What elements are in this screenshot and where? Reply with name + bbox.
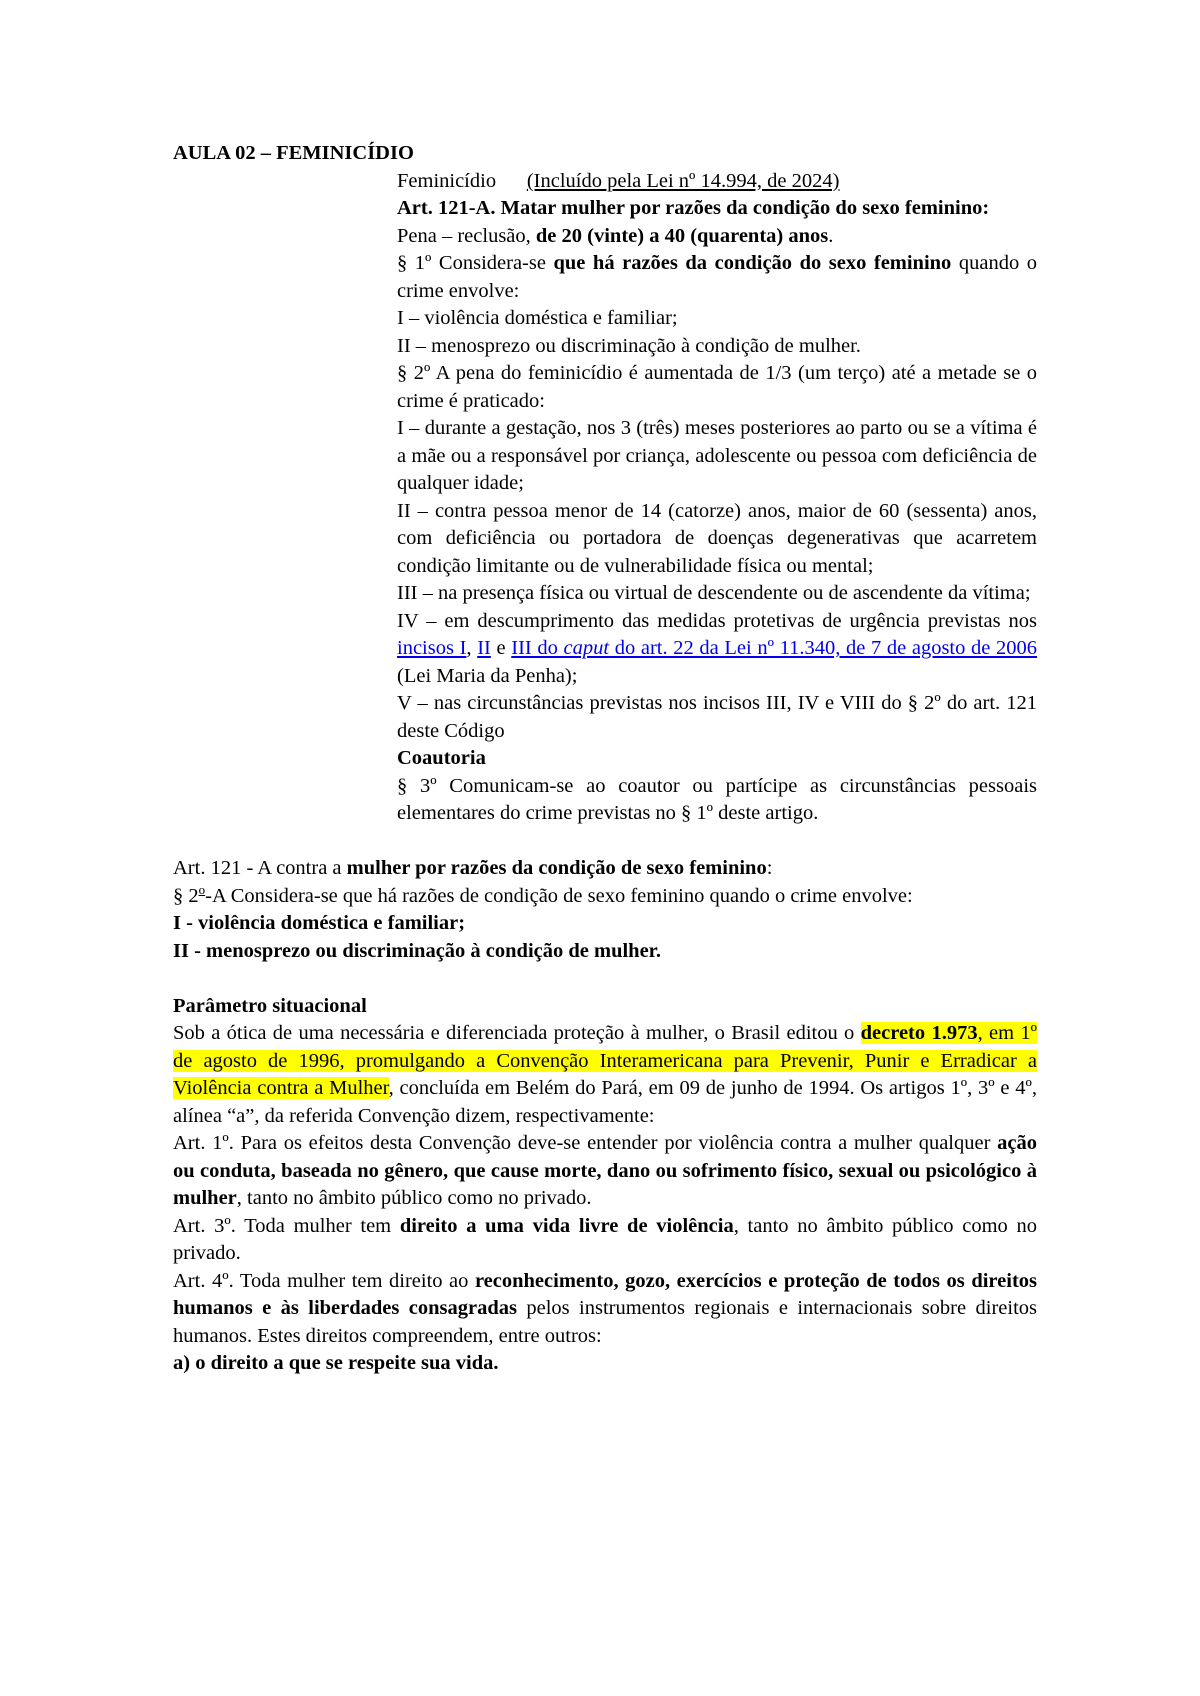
art3-text-c: , tanto no âmbito público como no privado. (173, 1214, 1037, 1264)
article-heading: Art. 121-A. Matar mulher por razões da condição do sexo feminino: (397, 197, 990, 219)
spacer (173, 828, 1037, 856)
parametro-block (173, 993, 1037, 1378)
parametro-paragraph (173, 1020, 1037, 1130)
old-item-i: I - violência doméstica e familiar; (173, 912, 466, 934)
paragraph-1-text-c: quando o crime envolve: (397, 252, 1037, 302)
old-paragraph-2 (173, 883, 1037, 911)
penalty-line (397, 223, 1037, 251)
old-item-ii: II - menosprezo ou discriminação à condição de mulher. (173, 939, 662, 962)
item-iv-end: (Lei Maria da Penha); (397, 664, 578, 687)
art4-text-a: Art. 4º. Toda mulher tem direito ao (173, 1269, 475, 1292)
penalty-range: de 20 (vinte) a 40 (quarenta) anos (535, 224, 829, 247)
convention-art-4-alinea-a: a) o direito a que se respeite sua vida. (173, 1352, 499, 1374)
paragraph-1 (397, 250, 1037, 305)
paragraph-2-item-iii: III – na presença física ou virtual de descendente ou de ascendente da vítima; (397, 582, 1031, 604)
art4-bold: reconhecimento, gozo, exercícios e proteção de todos os direitos humanos e às liberdades consagradas (173, 1269, 1037, 1319)
law-text-block (397, 168, 1037, 828)
paragraph-2-item-v: V – nas circunstâncias previstas nos incisos III, IV e VIII do § 2º do art. 121 deste Código (397, 692, 1037, 742)
art1-text-c: , tanto no âmbito público como no privado. (236, 1187, 592, 1209)
old-article-colon: : (766, 857, 773, 879)
old-text-block (173, 855, 1037, 965)
link-inciso-ii[interactable]: II (477, 637, 491, 659)
paragraph-1-item-ii: II – menosprezo ou discriminação à condição de mulher. (397, 334, 861, 357)
art4-text-c: pelos instrumentos regionais e internacionais sobre direitos humanos. Estes direitos compreendem, entre outros: (173, 1297, 1037, 1347)
convention-art-1 (173, 1130, 1037, 1213)
paragraph-3: § 3º Comunicam-se ao coautor ou partícipe as circunstâncias pessoais elementares do crime previstas no § 1º deste artigo. (397, 774, 1037, 824)
parametro-text-b: , concluída em Belém do Pará, em 09 de junho de 1994. Os artigos 1º, 3º e 4º, alínea “a”, da referida Convenção dizem, respectivamente: (173, 1077, 1037, 1127)
item-iv-text: IV – em descumprimento das medidas protetivas de urgência previstas nos (397, 609, 1037, 632)
link-incisos-i[interactable]: incisos I (397, 637, 467, 659)
law-header-line (397, 168, 1037, 196)
decree-number: decreto 1.973 (860, 1022, 978, 1044)
old-article-bold: mulher por razões da condição de sexo feminino (346, 857, 767, 879)
parametro-text-a: Sob a ótica de uma necessária e diferenciada proteção à mulher, o Brasil editou o (173, 1022, 861, 1044)
art1-bold: ação ou conduta, baseada no gênero, que cause morte, dano ou sofrimento físico, sexual ou psicológico à mulher (173, 1132, 1037, 1209)
old-article-line (173, 855, 1037, 883)
parametro-heading: Parâmetro situacional (173, 994, 367, 1017)
link-lei-text-a: III do (511, 637, 564, 659)
item-iv-sep-2: e (490, 637, 512, 659)
penalty-end: . (828, 224, 834, 247)
paragraph-2-item-i: I – durante a gestação, nos 3 (três) meses posteriores ao parto ou se a vítima é a mãe ou a responsável por criança, adolescente ou pessoa com deficiência de qualquer idade; (397, 417, 1037, 494)
item-iv-sep-1: , (466, 637, 478, 659)
paragraph-1-item-i: I – violência doméstica e familiar; (397, 307, 678, 329)
old-p2-symbol: § 2 (173, 884, 199, 907)
page-title: AULA 02 – FEMINICÍDIO (173, 142, 414, 164)
paragraph-2-item-ii: II – contra pessoa menor de 14 (catorze) anos, maior de 60 (sessenta) anos, com deficiência ou portadora de doenças degenerativas que acarretem condição limitante ou de vulnerabilidade física ou mental; (397, 499, 1037, 577)
link-lei-caput: caput (563, 637, 610, 659)
link-lei-11340[interactable] (511, 637, 1037, 659)
art3-bold: direito a uma vida livre de violência (399, 1214, 734, 1237)
paragraph-1-text-a: § 1º Considera-se (397, 252, 554, 274)
law-header-label: Feminicídio (397, 169, 497, 192)
paragraph-2: § 2º A pena do feminicídio é aumentada de 1/3 (um terço) até a metade se o crime é praticado: (397, 362, 1037, 412)
decree-text: , em 1º de agosto de 1996, promulgando a Convenção Interamericana para Prevenir, Punir e Erradicar a Violência contra a Mulher (173, 1022, 1037, 1099)
convention-art-3 (173, 1213, 1037, 1268)
paragraph-2-item-iv (397, 608, 1037, 691)
link-lei-text-c: do art. 22 da Lei nº 11.340, de 7 de agosto de 2006 (609, 637, 1038, 659)
art3-text-a: Art. 3º. Toda mulher tem (173, 1214, 400, 1237)
art1-text-a: Art. 1º. Para os efeitos desta Convenção deve-se entender por violência contra a mulher qualquer (173, 1132, 998, 1154)
spacer (173, 965, 1037, 993)
old-article-text: Art. 121 - A contra a (173, 857, 347, 879)
coautoria-heading: Coautoria (397, 747, 486, 769)
paragraph-1-bold: que há razões da condição do sexo feminino (553, 252, 952, 274)
old-p2-sup: o (198, 881, 206, 897)
old-p2-text: -A Considera-se que há razões de condição de sexo feminino quando o crime envolve: (205, 884, 913, 907)
convention-art-4 (173, 1268, 1037, 1351)
penalty-label: Pena – reclusão, (397, 224, 536, 247)
law-inclusion-note: (Incluído pela Lei nº 14.994, de 2024) (526, 169, 840, 192)
